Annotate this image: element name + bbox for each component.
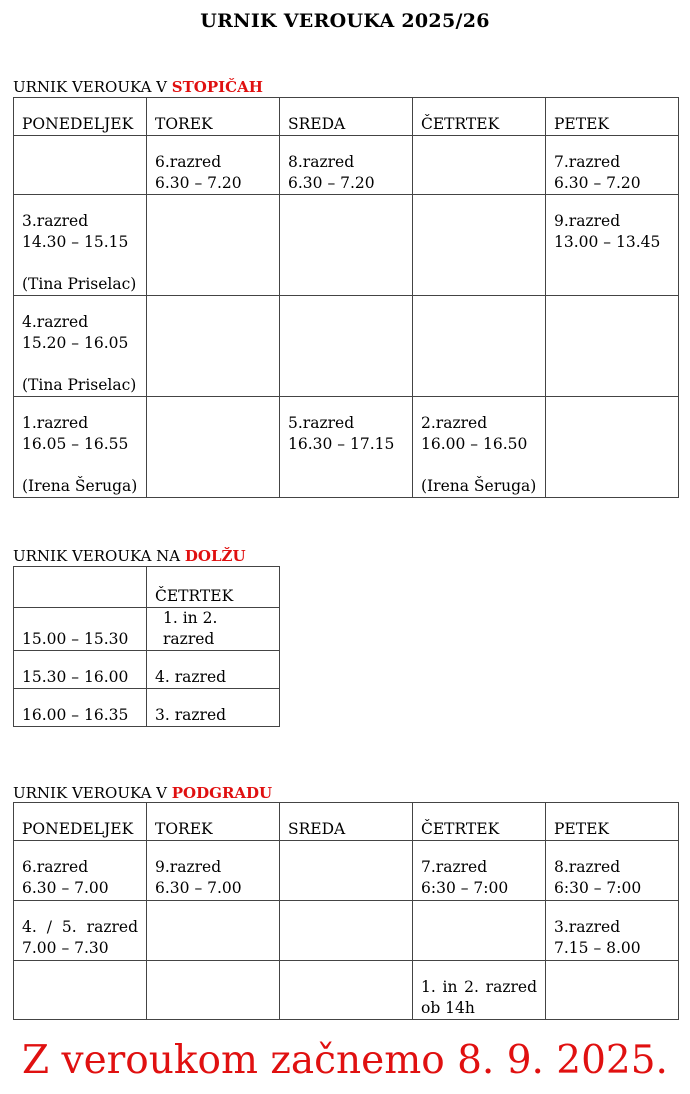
stopicah-cell [280,195,413,296]
podgrad-heading [13,784,272,802]
podgrad-day-friday: PETEK [546,803,679,841]
podgrad-cell [147,961,280,1020]
stopicah-cell: 2.razred 16.00 – 16.50 (Irena Šeruga) [413,397,546,498]
podgrad-cell: 7.razred 6:30 – 7:00 [413,841,546,901]
stopicah-header-row [14,98,679,136]
dolz-class: 4. razred [147,651,280,689]
stopicah-cell: 5.razred 16.30 – 17.15 [280,397,413,498]
podgrad-cell: 6.razred 6.30 – 7.00 [14,841,147,901]
podgrad-cell [413,901,546,961]
dolz-time: 16.00 – 16.35 [14,689,147,727]
podgrad-cell [280,961,413,1020]
stopicah-heading-prefix: URNIK VEROUKA V [13,78,172,96]
podgrad-cell [280,841,413,901]
podgrad-row [14,901,679,961]
start-date-note: Z veroukom začnemo 8. 9. 2025. [22,1038,668,1083]
dolz-heading-prefix: URNIK VEROUKA NA [13,547,185,565]
dolz-header-row [14,567,280,608]
stopicah-cell [280,296,413,397]
dolz-heading [13,547,246,565]
podgrad-cell [546,961,679,1020]
dolz-header-time [14,567,147,608]
podgrad-day-tuesday: TOREK [147,803,280,841]
stopicah-cell: 3.razred 14.30 – 15.15 (Tina Priselac) [14,195,147,296]
stopicah-day-tuesday: TOREK [147,98,280,136]
dolz-day-thursday: ČETRTEK [147,567,280,608]
podgrad-cell: 3.razred 7.15 – 8.00 [546,901,679,961]
podgrad-schedule-table [13,802,679,1020]
stopicah-cell [413,195,546,296]
podgrad-heading-prefix: URNIK VEROUKA V [13,784,172,802]
stopicah-cell [14,136,147,195]
stopicah-row [14,296,679,397]
dolz-row [14,689,280,727]
stopicah-row [14,136,679,195]
dolz-row [14,651,280,689]
stopicah-cell [546,296,679,397]
podgrad-cell-line: 4. / 5. razred [22,918,138,936]
podgrad-heading-place: PODGRADU [171,784,273,802]
dolz-time: 15.00 – 15.30 [14,608,147,651]
podgrad-cell [14,961,147,1020]
stopicah-cell [413,136,546,195]
stopicah-cell [147,397,280,498]
stopicah-schedule-table [13,97,679,498]
stopicah-heading [13,78,263,96]
podgrad-cell-line: ob 14h [421,999,475,1017]
podgrad-day-monday: PONEDELJEK [14,803,147,841]
stopicah-day-friday: PETEK [546,98,679,136]
stopicah-heading-place: STOPIČAH [171,78,263,96]
stopicah-row [14,397,679,498]
stopicah-day-thursday: ČETRTEK [413,98,546,136]
podgrad-cell [280,901,413,961]
podgrad-cell: 8.razred 6:30 – 7:00 [546,841,679,901]
stopicah-day-monday: PONEDELJEK [14,98,147,136]
podgrad-cell-line: 1. in 2. razred [421,978,537,996]
stopicah-cell: 6.razred 6.30 – 7.20 [147,136,280,195]
stopicah-cell: 1.razred 16.05 – 16.55 (Irena Šeruga) [14,397,147,498]
dolz-class-text: 1. in 2. razred [163,609,218,648]
podgrad-cell-line: 7.00 – 7.30 [22,939,109,957]
dolz-row [14,608,280,651]
stopicah-row [14,195,679,296]
stopicah-cell: 9.razred 13.00 – 13.45 [546,195,679,296]
dolz-heading-place: DOLŽU [184,547,246,565]
stopicah-day-wednesday: SREDA [280,98,413,136]
stopicah-cell [413,296,546,397]
podgrad-day-wednesday: SREDA [280,803,413,841]
stopicah-cell [546,397,679,498]
stopicah-cell [147,195,280,296]
podgrad-cell [14,901,147,961]
stopicah-cell: 7.razred 6.30 – 7.20 [546,136,679,195]
dolz-schedule-table [13,566,280,727]
dolz-time: 15.30 – 16.00 [14,651,147,689]
podgrad-cell [147,901,280,961]
stopicah-cell [147,296,280,397]
stopicah-cell: 8.razred 6.30 – 7.20 [280,136,413,195]
podgrad-day-thursday: ČETRTEK [413,803,546,841]
podgrad-header-row [14,803,679,841]
stopicah-cell: 4.razred 15.20 – 16.05 (Tina Priselac) [14,296,147,397]
dolz-class: 3. razred [147,689,280,727]
podgrad-cell [413,961,546,1020]
podgrad-row [14,841,679,901]
podgrad-cell: 9.razred 6.30 – 7.00 [147,841,280,901]
dolz-class [147,608,280,651]
page-title: URNIK VEROUKA 2025/26 [200,10,490,32]
podgrad-row [14,961,679,1020]
